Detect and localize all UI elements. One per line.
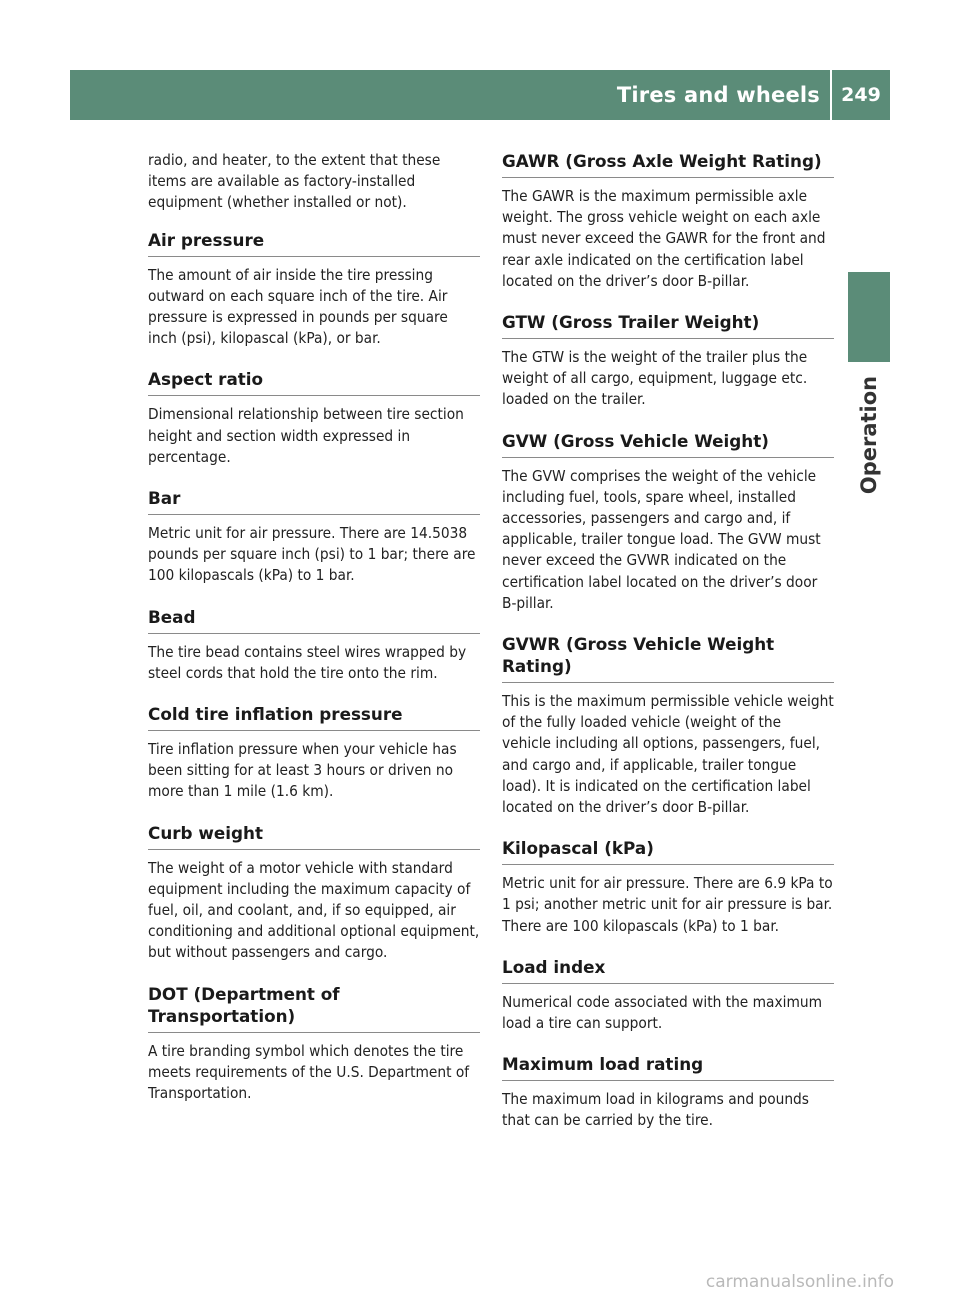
glossary-definition: The GAWR is the maximum permissible axle weight. The gross vehicle weight on each axle must never exceed the GAWR for the front and rear axle indicated on the certification label located on the driver’s door B-pillar. — [502, 187, 826, 290]
glossary-term: Air pressure — [148, 229, 480, 257]
page-number: 249 — [841, 84, 881, 106]
glossary-term: Maximum load rating — [502, 1053, 834, 1081]
glossary-term: Kilopascal (kPa) — [502, 837, 834, 865]
glossary-term: Bead — [148, 606, 480, 634]
side-tab — [848, 370, 890, 500]
glossary-term: Aspect ratio — [148, 368, 480, 396]
glossary-entry — [148, 368, 480, 468]
glossary-definition: Metric unit for air pressure. There are 6.9 kPa to 1 psi; another metric unit for air pressure is bar. There are 100 kilopascals (kPa) to 1 bar. — [502, 874, 833, 935]
glossary-term: GVWR (Gross Vehicle Weight Rating) — [502, 633, 834, 683]
glossary-entry — [148, 703, 480, 803]
glossary-term: Cold tire inflation pressure — [148, 703, 480, 731]
section-title: Tires and wheels — [616, 83, 820, 107]
glossary-definition: The GTW is the weight of the trailer plus the weight of all cargo, equipment, luggage etc. loaded on the trailer. — [502, 348, 808, 409]
glossary-entry — [502, 150, 834, 292]
glossary-term: Curb weight — [148, 822, 480, 850]
glossary-definition: Dimensional relationship between tire section height and section width expressed in percentage. — [148, 405, 464, 466]
glossary-definition: Tire inflation pressure when your vehicle has been sitting for at least 3 hours or driven no more than 1 mile (1.6 km). — [148, 740, 457, 801]
glossary-term: GVW (Gross Vehicle Weight) — [502, 430, 834, 458]
glossary-definition: Numerical code associated with the maximum load a tire can support. — [502, 992, 822, 1033]
glossary-entry — [148, 983, 480, 1105]
glossary-definition: This is the maximum permissible vehicle weight of the fully loaded vehicle (weight of the vehicle including all options, passengers, fuel, and cargo and, if applicable, trailer tongue load). It is indicated on the certification label located on the driver’s door B-pillar. — [502, 692, 834, 817]
glossary-term: Bar — [148, 487, 480, 515]
glossary-entry — [502, 430, 834, 614]
side-tab-label: Operation — [857, 375, 881, 495]
glossary-definition: The tire bead contains steel wires wrapped by steel cords that hold the tire onto the rim. — [148, 642, 467, 682]
glossary-entry — [148, 822, 480, 964]
page-header — [70, 70, 890, 120]
glossary-definition: The amount of air inside the tire pressing outward on each square inch of the tire. Air pressure is expressed in pounds per square inch (psi), kilopascal (kPa), or bar. — [148, 265, 448, 348]
glossary-entry — [148, 487, 480, 587]
glossary-term: GTW (Gross Trailer Weight) — [502, 311, 834, 339]
left-column — [148, 150, 480, 1123]
right-column — [502, 150, 834, 1151]
glossary-entry — [502, 837, 834, 937]
glossary-term: DOT (Department of Transportation) — [148, 983, 480, 1033]
glossary-entry — [148, 229, 480, 350]
side-tab-marker — [848, 272, 890, 362]
glossary-entry — [502, 1053, 834, 1131]
continued-paragraph: radio, and heater, to the extent that these items are available as factory-installed equipment (whether installed or not). — [148, 151, 441, 212]
glossary-entry — [502, 956, 834, 1034]
glossary-definition: The maximum load in kilograms and pounds that can be carried by the tire. — [502, 1090, 809, 1130]
glossary-entry — [502, 311, 834, 411]
glossary-term: Load index — [502, 956, 834, 984]
glossary-entry — [502, 633, 834, 818]
glossary-term: GAWR (Gross Axle Weight Rating) — [502, 150, 834, 178]
glossary-definition: The weight of a motor vehicle with standard equipment including the maximum capacity of fuel, oil, and coolant, and, if so equipped, air conditioning and additional optional equipment, but without passengers and cargo. — [148, 858, 480, 962]
glossary-entry — [148, 606, 480, 684]
glossary-definition: The GVW comprises the weight of the vehicle including fuel, tools, spare wheel, installed accessories, passengers and cargo and, if applicable, trailer tongue load. The GVW must never exceed the GVWR indicated on the certification label located on the driver’s door B-pillar. — [502, 466, 821, 612]
glossary-definition: A tire branding symbol which denotes the tire meets requirements of the U.S. Department of Transportation. — [148, 1041, 470, 1103]
watermark: carmanualsonline.info — [705, 1272, 894, 1292]
glossary-definition: Metric unit for air pressure. There are 14.5038 pounds per square inch (psi) to 1 bar; there are 100 kilopascals (kPa) to 1 bar. — [148, 524, 476, 585]
